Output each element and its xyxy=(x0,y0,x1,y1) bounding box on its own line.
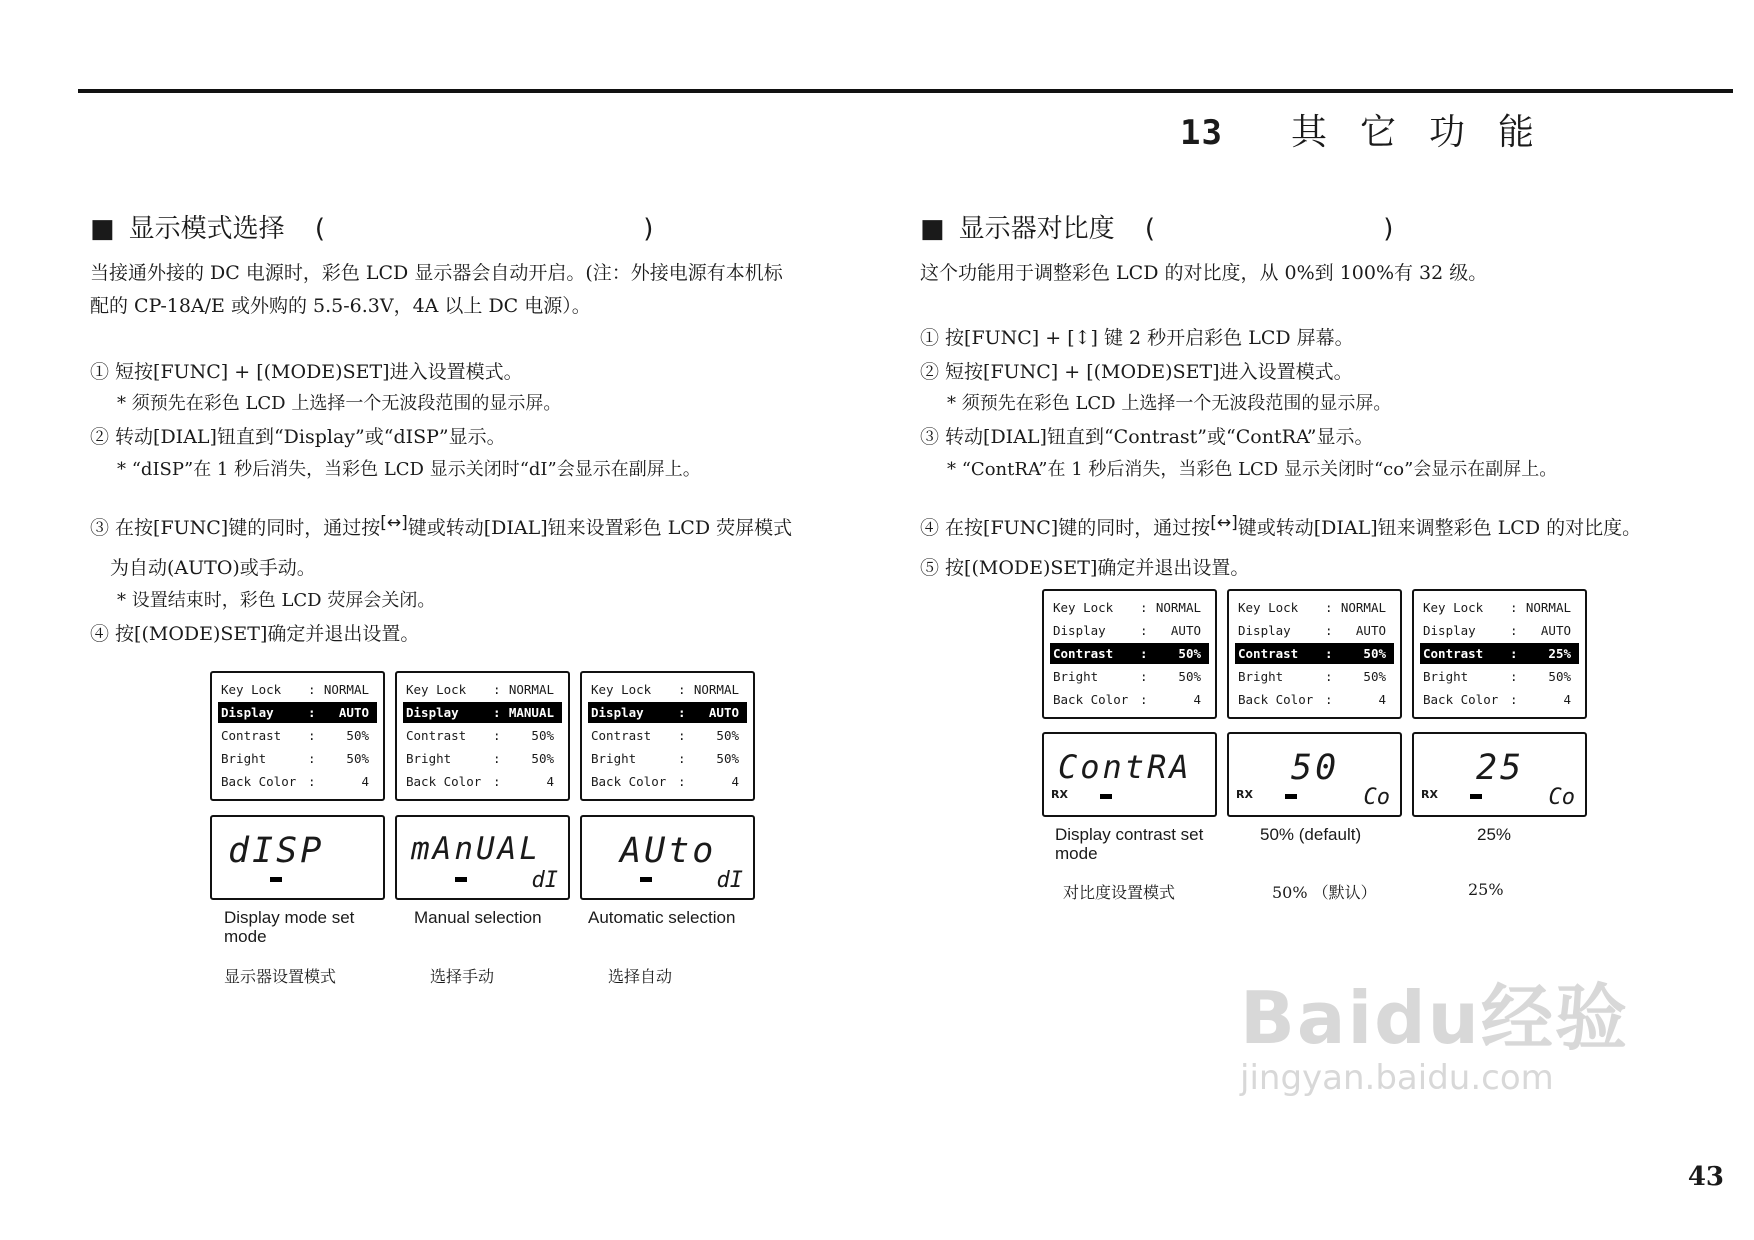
left-step-3: ③ 在按[FUNC]键的同时，通过按[↔]键或转动[DIAL]钮来设置彩色 LCD 荧屏模式 xyxy=(90,513,793,539)
right-note-1: * 须预先在彩色 LCD 上选择一个无波段范围的显示屏。 xyxy=(947,393,1392,414)
menu-row: Key Lock : NORMAL xyxy=(591,682,739,697)
right-step-1: ① 按[FUNC] + [↕] 键 2 秒开启彩色 LCD 屏幕。 xyxy=(920,327,1354,349)
bullet-square-icon: ■ xyxy=(920,214,945,244)
menu-row-selected: Display : AUTO xyxy=(588,702,747,723)
menu-row: Key Lock : NORMAL xyxy=(1423,600,1571,615)
signal-bar-icon xyxy=(455,877,467,882)
page-number: 43 xyxy=(1687,1162,1724,1192)
lcd-menu-display-manual xyxy=(395,671,570,801)
lcd-segment-auto: AUto dI xyxy=(580,815,755,900)
menu-row: Key Lock : NORMAL xyxy=(1238,600,1386,615)
caption-en: Automatic selection xyxy=(588,908,736,927)
menu-row: Bright : 50% xyxy=(406,751,554,766)
right-step-3: ③ 转动[DIAL]钮直到“Contrast”或“ContRA”显示。 xyxy=(920,426,1374,448)
menu-row: Bright : 50% xyxy=(591,751,739,766)
menu-row: Key Lock : NORMAL xyxy=(221,682,369,697)
menu-row-selected: Display : AUTO xyxy=(218,702,377,723)
lcd-segment-disp: dISP xyxy=(210,815,385,900)
right-step-4: ④ 在按[FUNC]键的同时，通过按[↔]键或转动[DIAL]钮来调整彩色 LCD 的对比度。 xyxy=(920,513,1642,539)
baidu-watermark xyxy=(1240,960,1640,1098)
caption-en: Manual selection xyxy=(414,908,542,927)
menu-row: Back Color : 4 xyxy=(221,774,369,789)
right-note-2: * “ContRA”在 1 秒后消失，当彩色 LCD 显示关闭时“co”会显示在副屏上。 xyxy=(947,459,1558,480)
menu-row-selected: Contrast : 25% xyxy=(1420,643,1579,664)
signal-bar-icon xyxy=(1470,794,1482,799)
caption-en: Display contrast set mode xyxy=(1055,825,1204,863)
caption-cn: 50% （默认） xyxy=(1272,883,1377,902)
caption-cn: 选择自动 xyxy=(608,967,673,986)
menu-row: Bright : 50% xyxy=(1053,669,1201,684)
right-section-title: ■ 显示器对比度 ( ) xyxy=(920,214,1394,244)
watermark-url: jingyan.baidu.com xyxy=(1240,1058,1554,1098)
right-step-5: ⑤ 按[(MODE)SET]确定并退出设置。 xyxy=(920,557,1250,579)
left-step-1: ① 短按[FUNC] + [(MODE)SET]进入设置模式。 xyxy=(90,361,523,383)
menu-row-selected: Contrast : 50% xyxy=(1235,643,1394,664)
signal-bar-icon xyxy=(1100,794,1112,799)
left-note-2: * “dISP”在 1 秒后消失，当彩色 LCD 显示关闭时“dI”会显示在副屏上。 xyxy=(117,459,701,480)
left-step-2: ② 转动[DIAL]钮直到“Display”或“dISP”显示。 xyxy=(90,426,506,448)
lcd-segment-25: 25 RX Co xyxy=(1412,732,1587,817)
menu-row: Back Color : 4 xyxy=(1238,692,1386,707)
lcd-segment-contra: ContRA RX xyxy=(1042,732,1217,817)
left-note-1: * 须预先在彩色 LCD 上选择一个无波段范围的显示屏。 xyxy=(117,393,562,414)
lcd-segment-manual: mAnUAL dI xyxy=(395,815,570,900)
menu-row: Contrast : 50% xyxy=(406,728,554,743)
menu-row-selected: Contrast : 50% xyxy=(1050,643,1209,664)
caption-en: 50% (default) xyxy=(1260,825,1362,844)
lcd-menu-contrast-50-b xyxy=(1227,589,1402,719)
left-right-arrow-key-icon: [↔] xyxy=(1210,513,1238,533)
menu-row: Contrast : 50% xyxy=(591,728,739,743)
menu-row: Bright : 50% xyxy=(1238,669,1386,684)
menu-row: Contrast : 50% xyxy=(221,728,369,743)
lcd-menu-contrast-25 xyxy=(1412,589,1587,719)
caption-en: 25% xyxy=(1477,825,1512,844)
caption-cn: 25% xyxy=(1468,880,1504,899)
left-step-3-cont: 为自动(AUTO)或手动。 xyxy=(110,557,316,579)
lcd-menu-display-auto xyxy=(210,671,385,801)
signal-bar-icon xyxy=(640,877,652,882)
left-note-3: * 设置结束时，彩色 LCD 荧屏会关闭。 xyxy=(117,590,436,611)
menu-row-selected: Display : MANUAL xyxy=(403,702,562,723)
caption-cn: 显示器设置模式 xyxy=(224,967,337,986)
lcd-menu-display-auto-2 xyxy=(580,671,755,801)
left-intro-line-1: 当接通外接的 DC 电源时，彩色 LCD 显示器会自动开启。(注：外接电源有本机标 xyxy=(90,262,783,284)
menu-row: Display : AUTO xyxy=(1238,623,1386,638)
lcd-segment-50: 50 RX Co xyxy=(1227,732,1402,817)
chapter-title: 其它功能 xyxy=(1290,112,1567,153)
chapter-heading xyxy=(1180,104,1567,155)
right-step-2: ② 短按[FUNC] + [(MODE)SET]进入设置模式。 xyxy=(920,361,1353,383)
signal-bar-icon xyxy=(1285,794,1297,799)
caption-en: Display mode set mode xyxy=(224,908,355,946)
caption-cn: 选择手动 xyxy=(430,967,495,986)
menu-row: Display : AUTO xyxy=(1423,623,1571,638)
menu-row: Key Lock : NORMAL xyxy=(1053,600,1201,615)
caption-cn: 对比度设置模式 xyxy=(1063,883,1176,902)
lcd-menu-contrast-50 xyxy=(1042,589,1217,719)
menu-row: Back Color : 4 xyxy=(591,774,739,789)
bullet-square-icon: ■ xyxy=(90,214,115,244)
menu-row: Display : AUTO xyxy=(1053,623,1201,638)
menu-row: Back Color : 4 xyxy=(406,774,554,789)
menu-row: Key Lock : NORMAL xyxy=(406,682,554,697)
right-intro: 这个功能用于调整彩色 LCD 的对比度，从 0%到 100%有 32 级。 xyxy=(920,262,1488,284)
left-right-arrow-key-icon: [↔] xyxy=(380,513,408,533)
menu-row: Back Color : 4 xyxy=(1423,692,1571,707)
signal-bar-icon xyxy=(270,877,282,882)
watermark-brand: Baidu经验 xyxy=(1240,976,1629,1060)
menu-row: Bright : 50% xyxy=(221,751,369,766)
left-step-4: ④ 按[(MODE)SET]确定并退出设置。 xyxy=(90,623,420,645)
left-intro-line-2: 配的 CP-18A/E 或外购的 5.5-6.3V，4A 以上 DC 电源）。 xyxy=(90,295,591,317)
chapter-number: 13 xyxy=(1180,113,1223,153)
header-rule xyxy=(78,89,1733,93)
menu-row: Bright : 50% xyxy=(1423,669,1571,684)
menu-row: Back Color : 4 xyxy=(1053,692,1201,707)
left-section-title: ■ 显示模式选择 ( ) xyxy=(90,214,654,244)
